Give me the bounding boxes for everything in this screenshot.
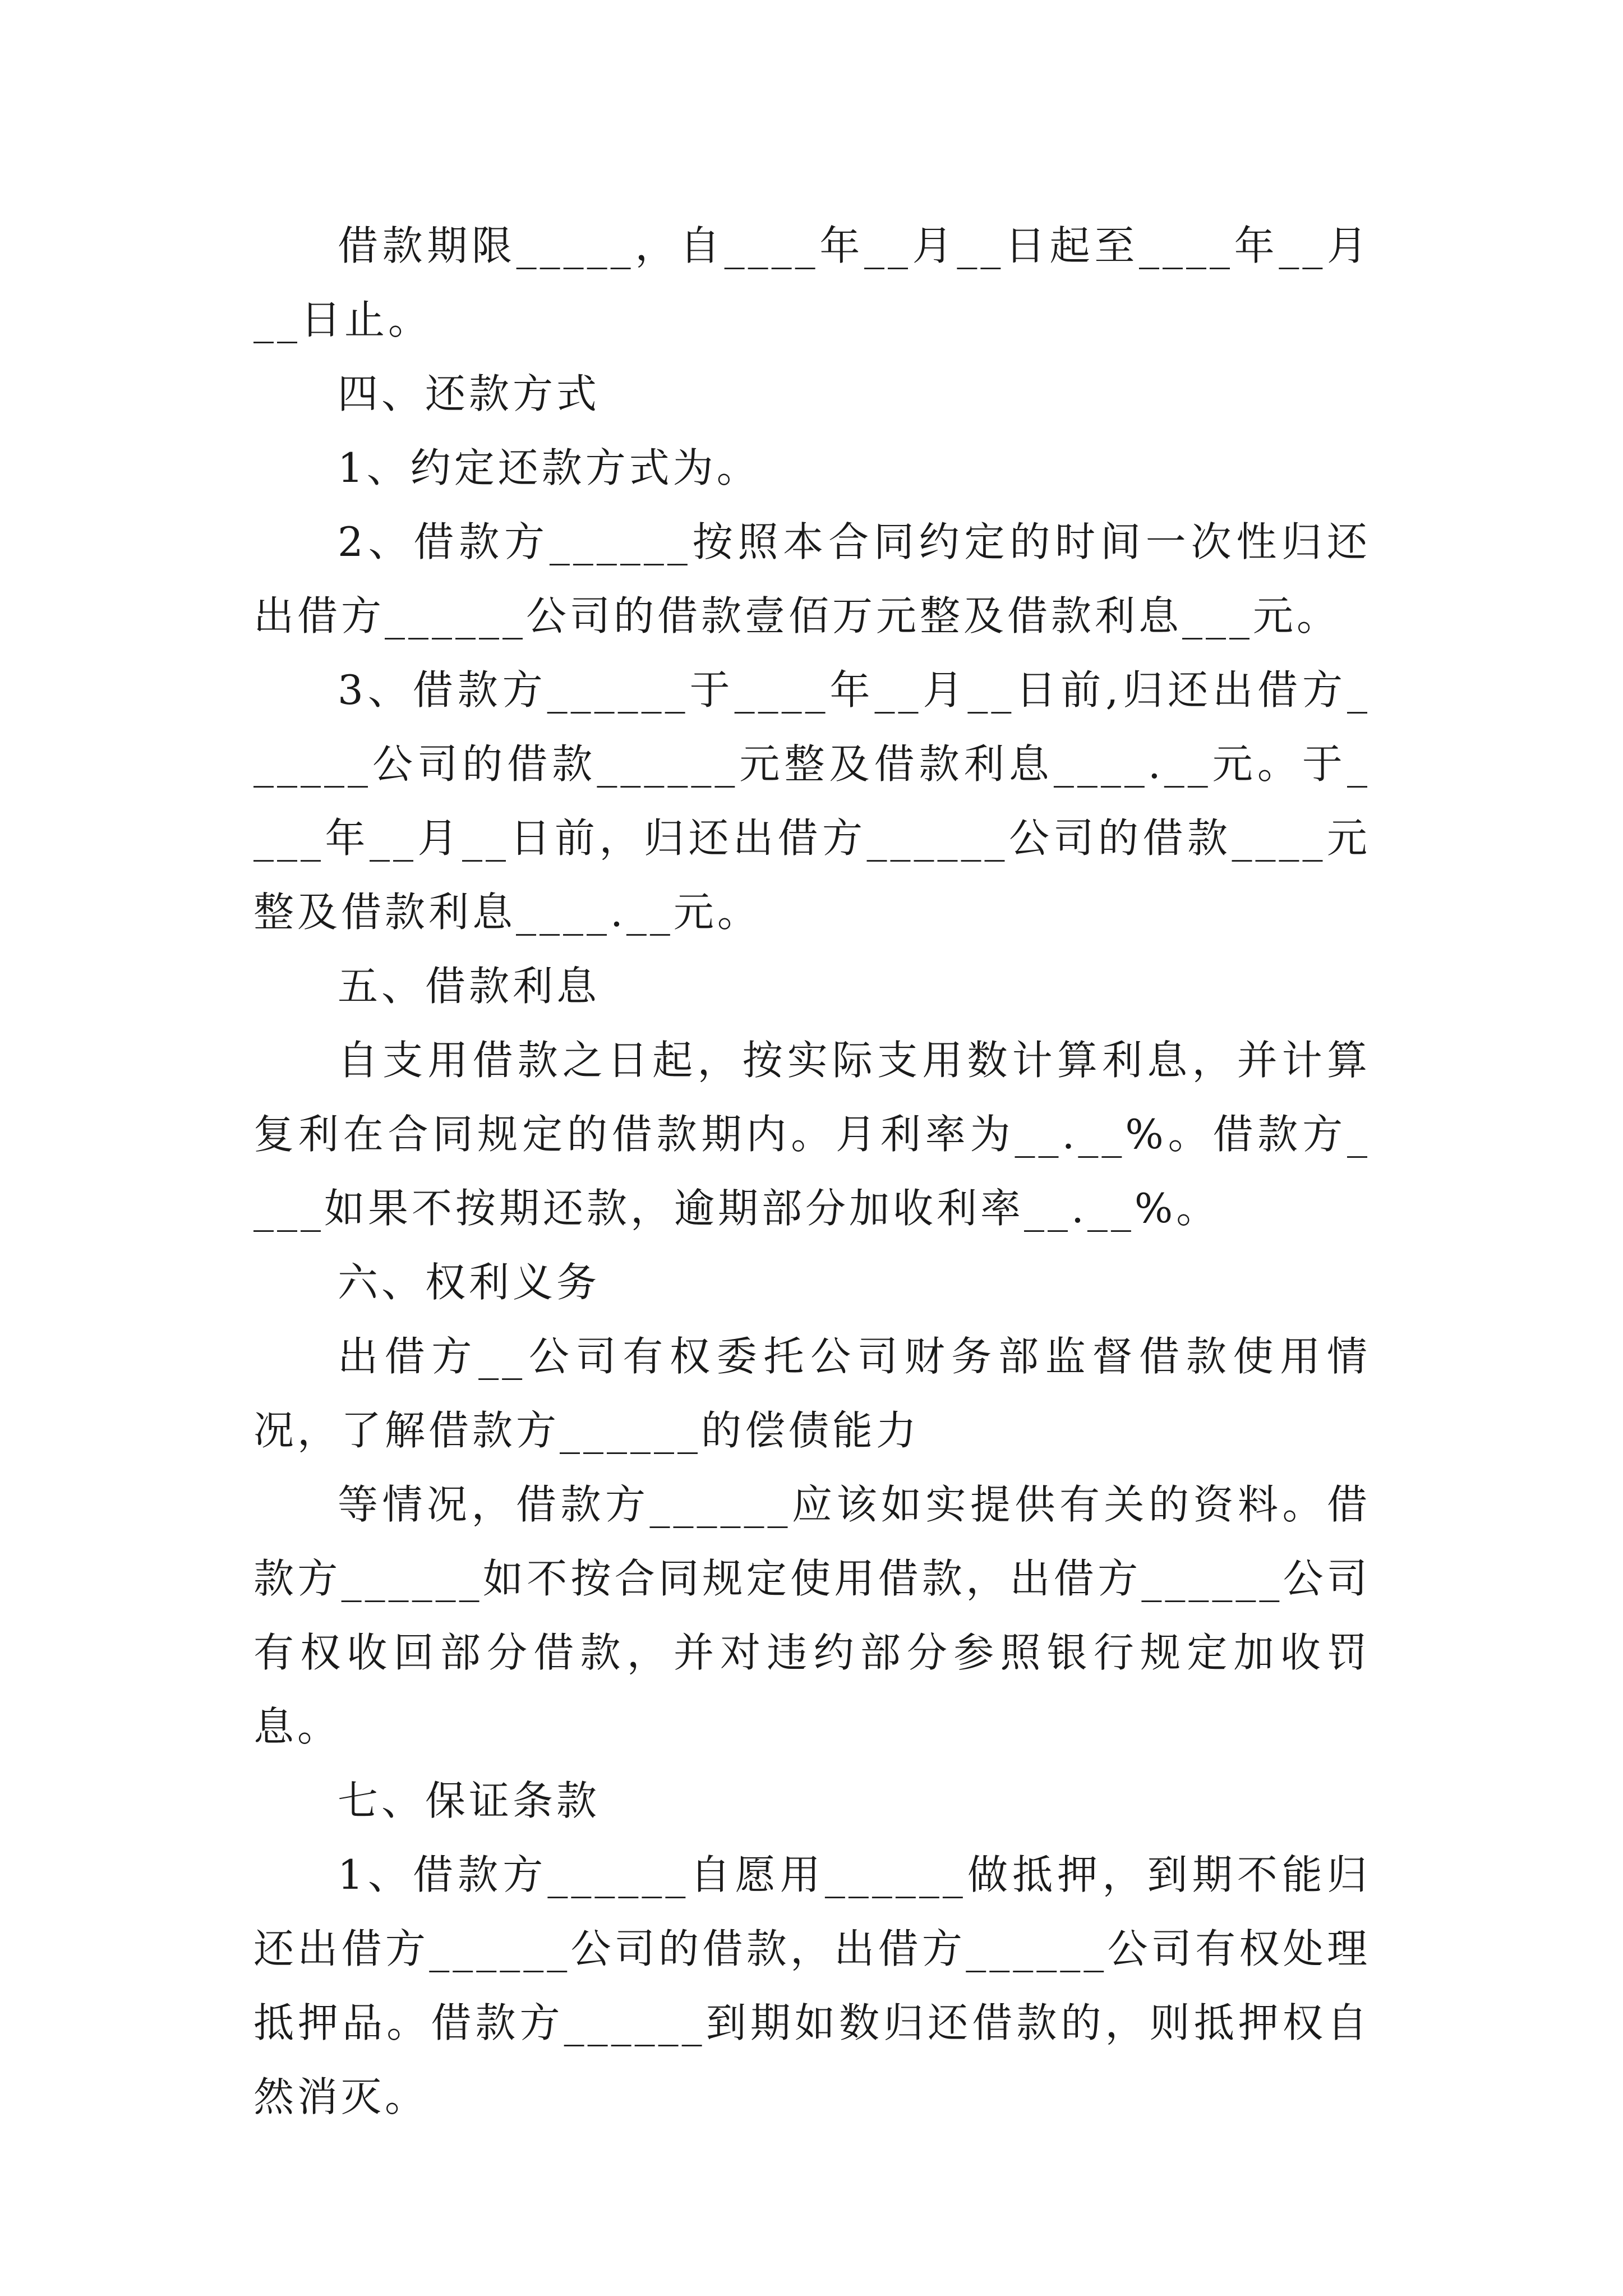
paragraph-rights-2: 等情况，借款方______应该如实提供有关的资料。借款方______如不按合同规定使用借款，出借方______公司有权收回部分借款，并对违约部分参照银行规定加收罚息。 — [253, 1481, 1371, 1750]
paragraph-guarantee-1: 1、借款方______自愿用______做抵押，到期不能归还出借方______公司的借款，出借方______公司有权处理抵押品。借款方______到期如数归还借款的，则抵押权自然消灭。 — [253, 1851, 1371, 2120]
heading-guarantee-clause: 七、保证条款 — [338, 1777, 601, 1824]
heading-rights-obligations: 六、权利义务 — [338, 1259, 601, 1306]
paragraph-interest: 自支用借款之日起，按实际支用数计算利息，并计算复利在合同规定的借款期内。月利率为__.__%。借款方____如果不按期还款，逾期部分加收利率__.__%。 — [253, 1037, 1371, 1232]
paragraph-rights-1: 出借方__公司有权委托公司财务部监督借款使用情况，了解借款方______的偿债能力 — [253, 1333, 1371, 1454]
paragraph-repayment-2: 2、借款方______按照本合同约定的时间一次性归还出借方______公司的借款壹佰万元整及借款利息___元。 — [253, 518, 1371, 639]
paragraph-repayment-1: 1、约定还款方式为。 — [338, 444, 760, 491]
paragraph-repayment-3: 3、借款方______于____年__月__日前,归还出借方______公司的借款______元整及借款利息____.__元。于____年__月__日前，归还出借方______公司的借款____元整及借款利息____.__元。 — [253, 666, 1371, 936]
document-body — [253, 209, 1371, 2134]
heading-repayment-method: 四、还款方式 — [338, 370, 601, 417]
heading-loan-interest: 五、借款利息 — [338, 963, 601, 1010]
paragraph-loan-term: 借款期限_____，自____年__月__日起至____年__月__日止。 — [253, 222, 1371, 343]
